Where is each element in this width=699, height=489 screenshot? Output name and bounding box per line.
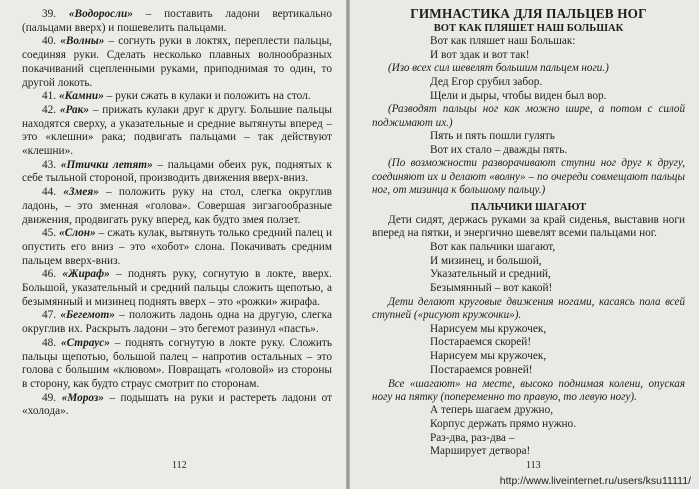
exercise-number: 42. [42, 103, 57, 116]
exercise-paragraph [22, 104, 332, 159]
verse-line: Дед Егор срубил забор. [430, 75, 543, 88]
stage-direction: (Изо всех сил шевелят большим пальцем ноги.) [388, 62, 609, 75]
right-page [350, 0, 699, 489]
exercise-text: – подышать на руки и растереть ладони от «холода». [22, 391, 332, 418]
verse-line: Вот как пальчики шагают, [430, 241, 556, 254]
verse-line: Марширует детвора! [430, 445, 531, 458]
verse-line: Пять и пять пошли гулять [430, 130, 555, 143]
exercise-number: 46. [42, 268, 57, 281]
exercise-number: 48. [42, 336, 57, 349]
exercise-number: 47. [42, 309, 57, 322]
exercise-text: – сжать кулак, вытянуть только средний палец и опустить его вниз – это «хобот» слона. Покачивать средним пальцем вверх-вниз. [22, 227, 332, 267]
exercise-term: «Страус» [60, 336, 110, 349]
verse-block [372, 323, 685, 378]
left-page [0, 0, 346, 489]
exercise-term: «Бегемот» [60, 309, 115, 322]
stage-direction: Все «шагают» на месте, высоко поднимая колени, опуская ногу на пятку (попеременно то правую, то левую ногу). [372, 377, 685, 403]
exercise-paragraph [22, 309, 332, 336]
verse-line: Постараемся ровней! [430, 363, 533, 376]
chapter-title: ГИМНАСТИКА ДЛЯ ПАЛЬЦЕВ НОГ [410, 6, 647, 21]
exercise-number: 45. [42, 227, 57, 240]
verse-line: Щели и дыры, чтобы виден был вор. [430, 89, 607, 102]
exercise-text: – поднять согнутую в локте руку. Сложить пальцы щепотью, большой палец – напротив остальных – это голова с большим «клювом». Повращать «головой» из стороны в сторону, как будто страус смотрит по сторонам. [22, 336, 332, 390]
exercise-term: «Камни» [58, 90, 104, 103]
verse-line: И вот здак и вот так! [430, 48, 530, 61]
verse-block [372, 35, 685, 62]
exercise-term: «Птички летят» [60, 158, 153, 171]
section-intro: Дети сидят, держась руками за край сиденья, выставив ноги вперед на пятки, и энергично шевелят всеми пальцами ног. [372, 213, 685, 240]
verse-line: Нарисуем мы кружочек, [430, 350, 547, 363]
exercise-paragraph [22, 268, 332, 309]
exercise-term: «Водоросли» [68, 8, 133, 20]
exercise-paragraph [22, 8, 332, 35]
section-title-bolshak: ВОТ КАК ПЛЯШЕТ НАШ БОЛЬШАК [433, 23, 624, 34]
verse-line: Указательный и средний, [430, 268, 551, 281]
exercise-paragraph [22, 186, 332, 227]
exercise-term: «Мороз» [61, 391, 104, 404]
page-number-left: 112 [172, 460, 187, 471]
exercise-text: – пальцами обеих рук, поднятых к себе тыльной стороной, производить движения вверх-вниз. [22, 158, 332, 185]
exercise-term: «Змея» [63, 186, 99, 199]
exercise-paragraph [22, 90, 332, 104]
exercise-term: «Волны» [60, 35, 105, 48]
exercise-number: 43. [42, 158, 57, 171]
exercise-text: – поставить ладони вертикально (пальцами вверх) и пошевелить пальцами. [22, 8, 332, 34]
verse-line: Раз-два, раз-два – [430, 431, 515, 444]
verse-line: Вот как пляшет наш Большак: [430, 35, 576, 47]
exercise-paragraph [22, 159, 332, 186]
exercise-number: 39. [42, 8, 57, 20]
exercise-paragraph [22, 35, 332, 90]
exercise-text: – положить ладонь одна на другую, слегка округлив их. Раскрыть ладони – это бегемот разинул «пасть». [22, 309, 333, 336]
exercise-number: 41. [42, 90, 57, 103]
exercise-paragraph [22, 227, 332, 268]
verse-line: Вот их стало – дважды пять. [430, 143, 568, 156]
verse-line: Безымянный – вот какой! [430, 282, 553, 295]
watermark-url: http://www.liveinternet.ru/users/ksu11111/ [499, 475, 691, 487]
verse-block [372, 76, 685, 103]
exercise-text: – руки сжать в кулаки и положить на стол. [103, 90, 311, 103]
exercise-number: 49. [42, 391, 57, 404]
verse-line: Нарисуем мы кружочек, [430, 322, 547, 335]
exercise-term: «Жираф» [62, 268, 110, 281]
exercise-number: 40. [42, 35, 57, 48]
stage-direction: (Разводят пальцы ног как можно шире, а потом с силой поджимают их.) [372, 103, 685, 129]
exercise-paragraph [22, 337, 332, 392]
verse-line: А теперь шагаем дружно, [430, 404, 554, 417]
verse-line: Корпус держать прямо нужно. [430, 418, 577, 431]
stage-direction: Дети делают круговые движения ногами, касаясь пола всей ступней («рисуют кружочки»). [372, 295, 685, 322]
exercise-list [22, 8, 332, 419]
exercise-text: – согнуть руки в локтях, переплести пальцы, соединяя руки. Сделать несколько плавных волнообразных покачиваний сцепленными руками, приподнимая то один, то другой локоть. [22, 35, 332, 89]
section-title-palchiki: ПАЛЬЧИКИ ШАГАЮТ [470, 201, 587, 213]
exercise-number: 44. [42, 186, 57, 199]
verse-block [372, 241, 685, 296]
verse-block [372, 130, 685, 157]
exercise-text: – положить руку на стол, слегка округлив ладонь, – это зменная «голова». Совершая зигзагообразные движения, продвигать руку вперед, как будто змея ползет. [22, 186, 332, 226]
verse-block [372, 404, 685, 459]
exercise-term: «Слон» [59, 227, 96, 240]
exercise-text: – прижать кулаки друг к другу. Большие пальцы находятся сверху, а указательные и средние вытянуты вперед – это «клешни» рака; подвигать пальцами – так действуют «клешни». [22, 103, 332, 158]
exercise-term: «Рак» [59, 103, 90, 116]
verse-line: И мизинец, и большой, [430, 254, 542, 267]
page-number-right: 113 [526, 460, 541, 471]
exercise-paragraph [22, 392, 332, 419]
verse-line: Постараемся скорей! [430, 336, 532, 349]
stage-direction: (По возможности разворачивают ступни ног друг к другу, соединяют их и делают «волну» – по очереди совмещают пальцы ног, от мизинца к большому пальцу.) [372, 157, 685, 197]
exercise-text: – поднять руку, согнутую в локте, вверх. Большой, указательный и средний пальцы сложить щепотью, а безымянный и мизинец поднять вверх – это «рожки» жирафа. [22, 268, 332, 308]
